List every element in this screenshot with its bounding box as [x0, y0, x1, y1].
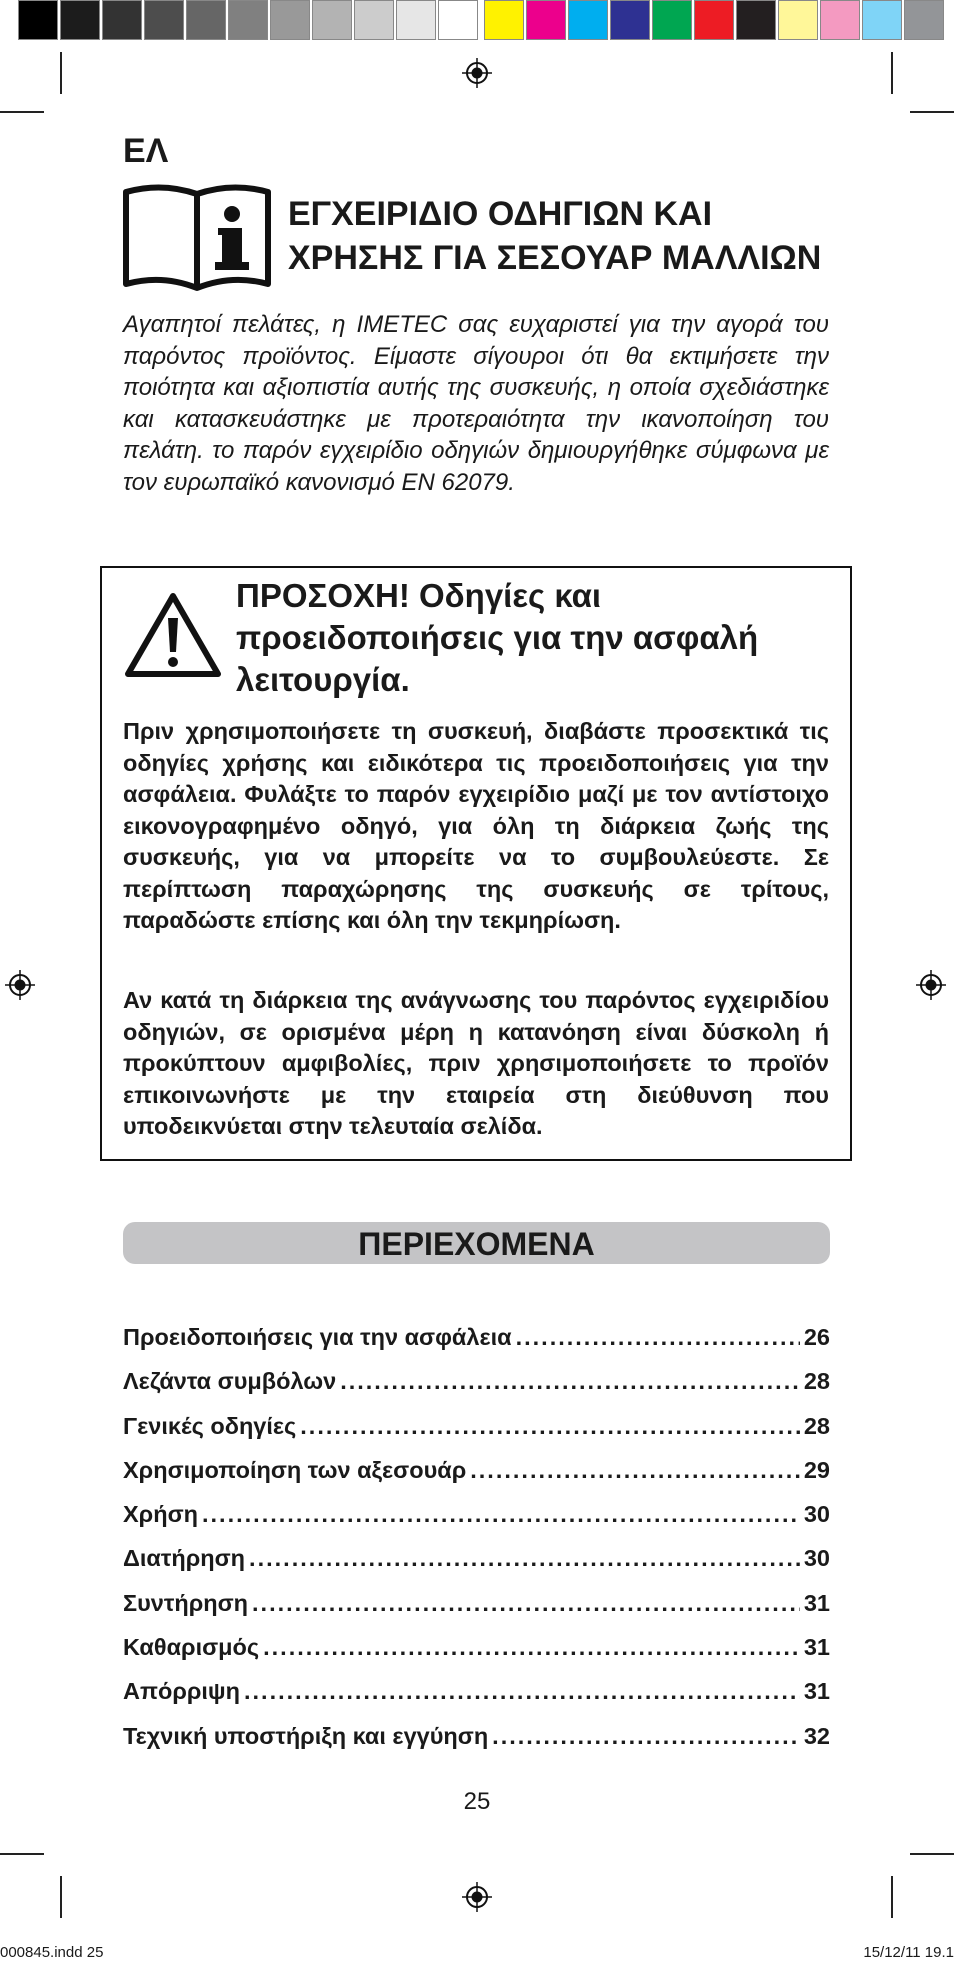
- process-swatch: [652, 0, 692, 40]
- toc-entry: [123, 1634, 830, 1678]
- info-book-icon: [122, 184, 272, 294]
- toc-entry: [123, 1678, 830, 1722]
- process-swatch: [610, 0, 650, 40]
- toc-leader-dots: [249, 1545, 800, 1572]
- warning-paragraph-1: Πριν χρησιμοποιήσετε τη συσκευή, διαβάστε προσεκτικά τις οδηγίες χρήσης και ειδικότερα τις προειδοποιήσεις για την ασφάλεια. Φυλάξτε το παρόν εγχειρίδιο μαζί με τον αντίστοιχο εικονογραφημένο οδηγό, για όλη τη διάρκεια ζωής της συσκευής, για να μπορείτε να το συμβουλεύεστε. Σε περίπτωση παραχώρησης της συσκευής σε τρίτους, παραδώστε επίσης και όλη την τεκμηρίωση.: [123, 718, 829, 933]
- toc-entry-page: 31: [803, 1589, 830, 1616]
- toc-entry: [123, 1590, 830, 1634]
- toc-entry-label: Γενικές οδηγίες: [123, 1412, 297, 1439]
- registration-mark-icon: [916, 970, 946, 1000]
- process-swatch: [862, 0, 902, 40]
- toc-entry-page: 29: [803, 1456, 830, 1483]
- process-swatch: [526, 0, 566, 40]
- toc-entry-label: Λεζάντα συμβόλων: [123, 1368, 337, 1395]
- toc-entry-page: 30: [803, 1545, 830, 1572]
- toc-entry-page: 31: [803, 1634, 830, 1661]
- registration-mark-icon: [462, 58, 492, 88]
- toc-leader-dots: [263, 1634, 800, 1661]
- registration-mark-icon: [5, 970, 35, 1000]
- toc-entry-page: 28: [803, 1368, 830, 1395]
- toc-leader-dots: [340, 1368, 800, 1395]
- toc-leader-dots: [244, 1678, 800, 1705]
- page-number: 25: [463, 1788, 491, 1815]
- toc-entry-label: Διατήρηση: [123, 1545, 246, 1572]
- crop-mark: [910, 1853, 954, 1855]
- title-line-1: ΕΓΧΕΙΡΙΔΙΟ ΟΔΗΓΙΩΝ ΚΑΙ: [288, 195, 713, 233]
- crop-mark: [60, 52, 62, 94]
- toc-entry: [123, 1457, 830, 1501]
- toc-entry-label: Συντήρηση: [123, 1589, 249, 1616]
- gray-swatch: [102, 0, 142, 40]
- gray-swatch: [60, 0, 100, 40]
- crop-mark: [891, 1876, 893, 1918]
- warning-triangle-icon: [123, 590, 223, 680]
- toc-leader-dots: [300, 1413, 800, 1440]
- toc-leader-dots: [252, 1590, 800, 1617]
- gray-swatch: [396, 0, 436, 40]
- gray-swatch: [144, 0, 184, 40]
- toc-leader-dots: [202, 1501, 800, 1528]
- process-color-bar: [484, 0, 946, 44]
- toc-entry-page: 32: [803, 1722, 830, 1749]
- toc-entry-page: 28: [803, 1412, 830, 1439]
- toc-entry-label: Χρήση: [123, 1501, 198, 1528]
- toc-entry: [123, 1723, 830, 1767]
- process-swatch: [904, 0, 944, 40]
- toc-header: ΠΕΡΙΕΧΟΜΕΝΑ: [123, 1222, 830, 1264]
- crop-mark: [0, 111, 44, 113]
- toc-entry-label: Τεχνική υποστήριξη και εγγύηση: [123, 1722, 489, 1749]
- table-of-contents: [123, 1324, 830, 1767]
- gray-swatch: [228, 0, 268, 40]
- process-swatch: [484, 0, 524, 40]
- registration-mark-icon: [462, 1882, 492, 1912]
- process-swatch: [694, 0, 734, 40]
- gray-swatch: [186, 0, 226, 40]
- toc-entry-label: Προειδοποιήσεις για την ασφάλεια: [123, 1324, 512, 1350]
- gray-swatch: [312, 0, 352, 40]
- warning-paragraph-2: Αν κατά τη διάρκεια της ανάγνωσης του παρόντος εγχειριδίου οδηγιών, σε ορισμένα μέρη η κατανόηση είναι δύσκολη ή προκύπτουν αμφιβολίες, πριν χρησιμοποιήσετε το προϊόν επικοινωνήστε με την εταιρεία στη διεύθυνση που υποδεικνύεται στην τελευταία σελίδα.: [123, 987, 829, 1139]
- grayscale-color-bar: [18, 0, 480, 44]
- gray-swatch: [354, 0, 394, 40]
- manual-title: [288, 192, 848, 280]
- title-line-2: ΧΡΗΣΗΣ ΓΙΑ ΣΕΣΟΥΑΡ ΜΑΛΛΙΩΝ: [288, 239, 822, 277]
- crop-mark: [60, 1876, 62, 1918]
- toc-entry-page: 30: [803, 1501, 830, 1528]
- slug-file-name: 000845.indd 25: [0, 1944, 104, 1961]
- toc-entry: [123, 1413, 830, 1457]
- toc-entry-label: Καθαρισμός: [123, 1634, 260, 1661]
- toc-entry: [123, 1324, 830, 1368]
- crop-mark: [891, 52, 893, 94]
- toc-entry-page: 31: [803, 1678, 830, 1705]
- process-swatch: [778, 0, 818, 40]
- crop-mark: [910, 111, 954, 113]
- toc-entry-label: Απόρριψη: [123, 1678, 240, 1705]
- gray-swatch: [18, 0, 58, 40]
- gray-swatch: [270, 0, 310, 40]
- toc-leader-dots: [516, 1324, 800, 1351]
- process-swatch: [736, 0, 776, 40]
- toc-leader-dots: [470, 1457, 800, 1484]
- process-swatch: [568, 0, 608, 40]
- toc-leader-dots: [492, 1723, 800, 1750]
- toc-entry: [123, 1501, 830, 1545]
- toc-entry-page: 26: [803, 1324, 830, 1350]
- warning-title: ΠΡΟΣΟΧΗ! Οδηγίες και προειδοποιήσεις για την ασφαλή λειτουργία.: [236, 577, 759, 698]
- process-swatch: [820, 0, 860, 40]
- toc-entry-label: Χρησιμοποίηση των αξεσουάρ: [123, 1456, 467, 1483]
- language-code: ΕΛ: [123, 132, 169, 170]
- gray-swatch: [438, 0, 478, 40]
- intro-paragraph: Αγαπητοί πελάτες, η IMETEC σας ευχαριστεί για την αγορά του παρόντος προϊόντος. Είμαστε σίγουροι ότι θα εκτιμήσετε την ποιότητα και αξιοπιστία αυτής της συσκευής, η οποία σχεδιάστηκε και κατασκευάστηκε με προτεραιότητα την ικανοποίηση του πελάτη. το παρόν εγχειρίδιο οδηγιών δημιουργήθηκε σύμφωνα με τον ευρωπαϊκό κανονισμό EN 62079.: [123, 311, 829, 496]
- toc-entry: [123, 1368, 830, 1412]
- crop-mark: [0, 1853, 44, 1855]
- toc-entry: [123, 1545, 830, 1589]
- slug-date: 15/12/11 19.1: [863, 1944, 954, 1961]
